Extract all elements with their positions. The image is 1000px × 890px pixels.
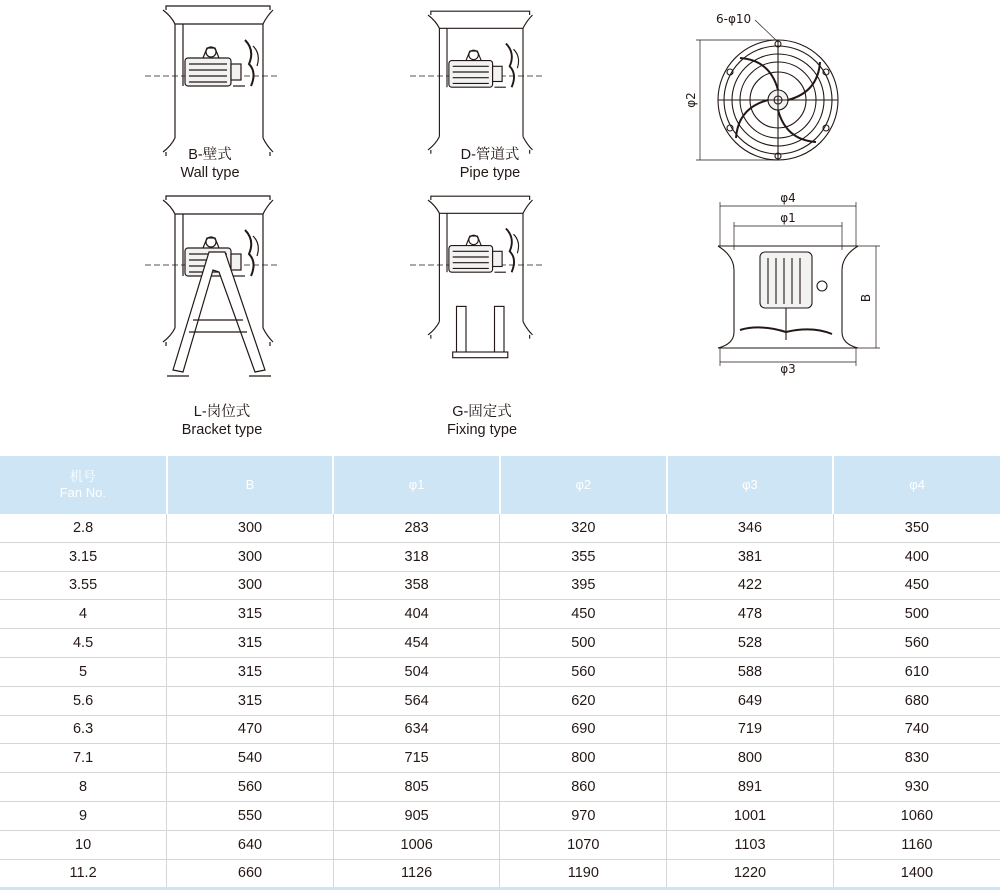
cell-b: 315 [167,657,334,686]
cell-fan-no: 3.55 [0,571,167,600]
cell-b: 560 [167,773,334,802]
cell-phi1: 454 [333,629,500,658]
cell-phi2: 320 [500,514,667,542]
cell-phi3: 891 [667,773,834,802]
table-row [0,686,1000,715]
fixing-type-drawing [428,196,533,358]
cell-phi3: 800 [667,744,834,773]
cell-phi4: 1400 [833,859,1000,889]
caption-bracket-code: L-岗位式 [193,404,251,420]
cell-fan-no: 5 [0,657,167,686]
caption-fixing-type [427,403,537,439]
wall-type-drawing [163,6,273,156]
cell-phi2: 395 [500,571,667,600]
caption-fixing-name: Fixing type [446,422,518,438]
cell-b: 315 [167,686,334,715]
caption-pipe-type [435,146,545,182]
table-row [0,514,1000,542]
header-b: B [167,456,334,514]
cell-phi4: 1060 [833,801,1000,830]
dim-phi4: φ4 [780,191,796,205]
cell-b: 315 [167,600,334,629]
table-body [0,514,1000,889]
cell-phi2: 355 [500,542,667,571]
cell-fan-no: 2.8 [0,514,167,542]
table-row [0,629,1000,658]
header-phi1: φ1 [333,456,500,514]
cell-phi1: 1126 [333,859,500,889]
header-phi4: φ4 [833,456,1000,514]
caption-wall-name: Wall type [180,165,240,181]
cell-phi1: 634 [333,715,500,744]
cell-phi3: 528 [667,629,834,658]
cell-phi2: 1190 [500,859,667,889]
front-view-drawing [696,20,838,160]
header-phi2: φ2 [500,456,667,514]
dim-phi1: φ1 [780,211,796,225]
table-row [0,542,1000,571]
cell-fan-no: 4.5 [0,629,167,658]
caption-bracket-name: Bracket type [181,422,263,438]
cell-phi1: 504 [333,657,500,686]
cell-phi2: 450 [500,600,667,629]
cell-phi4: 610 [833,657,1000,686]
cell-phi4: 930 [833,773,1000,802]
header-phi3: φ3 [667,456,834,514]
cell-phi1: 564 [333,686,500,715]
cell-phi3: 1103 [667,830,834,859]
cell-phi3: 588 [667,657,834,686]
cell-phi1: 283 [333,514,500,542]
cell-phi4: 500 [833,600,1000,629]
cell-phi3: 719 [667,715,834,744]
bracket-type-drawing [163,196,273,376]
caption-pipe-code: D-管道式 [460,147,520,163]
dim-phi2: φ2 [684,92,698,108]
cell-phi3: 422 [667,571,834,600]
cell-phi1: 805 [333,773,500,802]
table-row [0,571,1000,600]
caption-wall-code: B-壁式 [188,147,232,163]
cell-phi2: 500 [500,629,667,658]
header-fan-no-cn: 机号 [69,469,96,484]
cell-fan-no: 4 [0,600,167,629]
cell-phi3: 381 [667,542,834,571]
table-row [0,859,1000,889]
table-row [0,657,1000,686]
cell-phi4: 830 [833,744,1000,773]
cell-phi3: 1001 [667,801,834,830]
cell-phi3: 1220 [667,859,834,889]
cell-phi4: 1160 [833,830,1000,859]
cell-b: 300 [167,542,334,571]
cell-phi4: 400 [833,542,1000,571]
caption-wall-type [155,146,265,182]
cell-b: 300 [167,571,334,600]
cell-phi3: 649 [667,686,834,715]
cell-phi4: 350 [833,514,1000,542]
cell-phi4: 450 [833,571,1000,600]
dim-holes: 6-φ10 [716,12,752,26]
cell-phi4: 680 [833,686,1000,715]
cell-fan-no: 8 [0,773,167,802]
cell-phi2: 620 [500,686,667,715]
cell-phi2: 560 [500,657,667,686]
cell-b: 300 [167,514,334,542]
cell-phi3: 346 [667,514,834,542]
table-row [0,801,1000,830]
cell-phi2: 860 [500,773,667,802]
cell-b: 660 [167,859,334,889]
table-row [0,744,1000,773]
cell-phi2: 1070 [500,830,667,859]
cell-phi1: 1006 [333,830,500,859]
cell-fan-no: 7.1 [0,744,167,773]
cell-phi4: 560 [833,629,1000,658]
cell-b: 315 [167,629,334,658]
cell-phi2: 690 [500,715,667,744]
cell-phi3: 478 [667,600,834,629]
cell-fan-no: 11.2 [0,859,167,889]
cell-b: 540 [167,744,334,773]
cell-b: 550 [167,801,334,830]
caption-fixing-code: G-固定式 [452,404,512,420]
spec-table [0,456,1000,890]
table-row [0,830,1000,859]
cell-fan-no: 3.15 [0,542,167,571]
dim-b: B [859,293,873,303]
cell-phi1: 715 [333,744,500,773]
cell-phi1: 905 [333,801,500,830]
cell-fan-no: 5.6 [0,686,167,715]
table-row [0,773,1000,802]
side-view-drawing [718,202,880,366]
caption-bracket-type [162,403,282,439]
cell-phi2: 970 [500,801,667,830]
cell-fan-no: 10 [0,830,167,859]
dim-phi3: φ3 [780,362,796,376]
cell-b: 470 [167,715,334,744]
cell-b: 640 [167,830,334,859]
table-header-row [0,456,1000,514]
table-row [0,600,1000,629]
cell-phi1: 358 [333,571,500,600]
cell-fan-no: 9 [0,801,167,830]
cell-phi1: 318 [333,542,500,571]
cell-fan-no: 6.3 [0,715,167,744]
header-fan-no [0,456,167,514]
cell-phi4: 740 [833,715,1000,744]
cell-phi1: 404 [333,600,500,629]
table-row [0,715,1000,744]
cell-phi2: 800 [500,744,667,773]
header-fan-no-en: Fan No. [59,485,106,500]
pipe-type-drawing [428,11,533,154]
caption-pipe-name: Pipe type [459,165,521,181]
